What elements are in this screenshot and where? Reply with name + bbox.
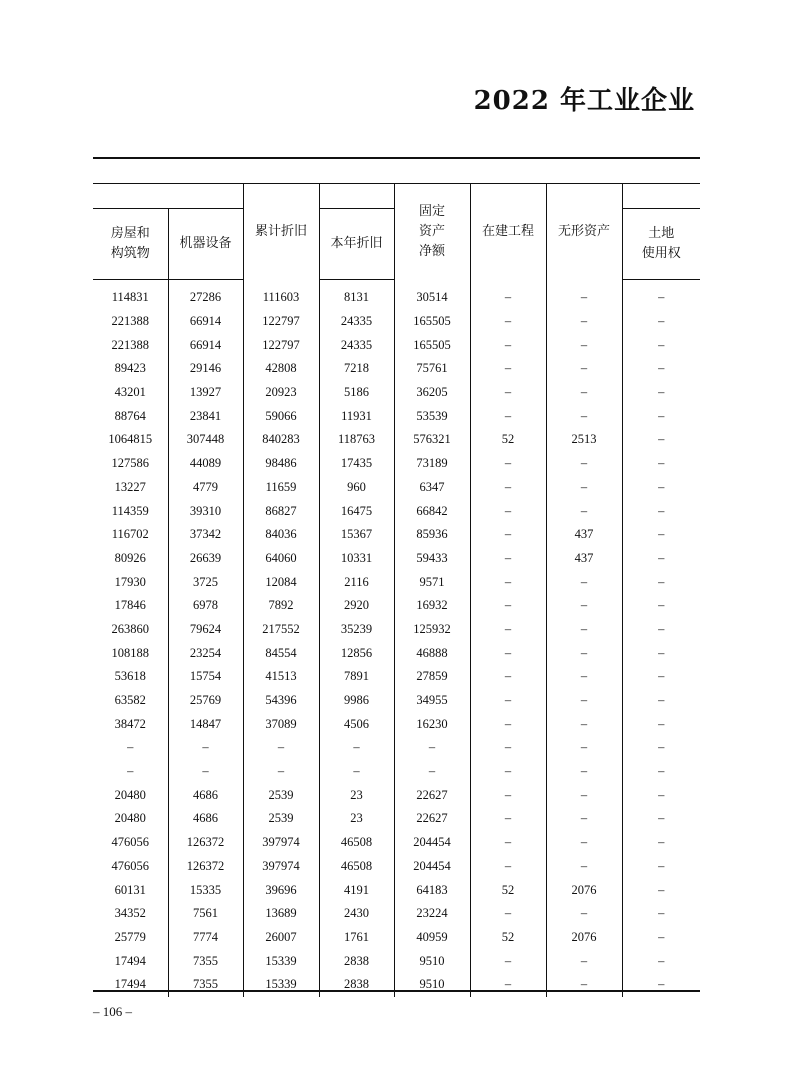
table-cell: – <box>658 479 665 494</box>
table-cell: 1761 <box>319 926 394 950</box>
header-construction-in-progress <box>470 184 546 280</box>
table-cell: 17930 <box>93 570 168 594</box>
table-row <box>93 736 700 760</box>
table-cell: – <box>470 712 546 736</box>
table-row <box>93 333 700 357</box>
table-row <box>93 618 700 642</box>
table-row <box>93 641 700 665</box>
table-cell: – <box>658 574 665 589</box>
table-cell: 98486 <box>243 452 319 476</box>
table-cell: 64060 <box>243 547 319 571</box>
table-cell: 6978 <box>168 594 243 618</box>
table-cell: 59433 <box>394 547 470 571</box>
table-cell: 17494 <box>93 973 168 997</box>
table-cell: 125932 <box>394 618 470 642</box>
table-cell: 2430 <box>319 902 394 926</box>
table-cell: – <box>470 641 546 665</box>
table-cell: 122797 <box>243 333 319 357</box>
table-cell: – <box>546 570 622 594</box>
table-row <box>93 760 700 784</box>
table-cell: – <box>470 499 546 523</box>
table-cell: 15335 <box>168 878 243 902</box>
table-cell: 75761 <box>394 357 470 381</box>
table-cell: 24335 <box>319 310 394 334</box>
table-cell: – <box>168 736 243 760</box>
table-cell: – <box>470 760 546 784</box>
page-title: 2022 年工业企业 <box>473 86 695 116</box>
table-cell: – <box>658 456 665 471</box>
table-cell: 16932 <box>394 594 470 618</box>
table-cell: 14847 <box>168 712 243 736</box>
table-cell: 263860 <box>93 618 168 642</box>
table-cell: – <box>93 760 168 784</box>
table-row <box>93 381 700 405</box>
table-cell: – <box>546 476 622 500</box>
table-row <box>93 547 700 571</box>
table-cell: – <box>658 764 665 779</box>
table-cell: – <box>546 618 622 642</box>
table-cell: – <box>546 310 622 334</box>
table-cell: – <box>658 858 665 873</box>
table-cell: 217552 <box>243 618 319 642</box>
table-cell: – <box>658 740 665 755</box>
header-group-row <box>93 184 700 209</box>
table-cell: 2116 <box>319 570 394 594</box>
table-row <box>93 476 700 500</box>
table-cell: 476056 <box>93 831 168 855</box>
table-cell: 37342 <box>168 523 243 547</box>
table-row <box>93 594 700 618</box>
table-cell: – <box>658 835 665 850</box>
table-cell: 11659 <box>243 476 319 500</box>
table-cell: 17846 <box>93 594 168 618</box>
header-label: 在建工程 <box>481 223 534 239</box>
header-current-year-depreciation <box>319 209 394 280</box>
table-cell: 30514 <box>394 280 470 310</box>
header-label: 房屋和 构筑物 <box>110 226 150 261</box>
table-cell: – <box>658 408 665 423</box>
table-row <box>93 404 700 428</box>
table-cell: 397974 <box>243 831 319 855</box>
table-cell: 307448 <box>168 428 243 452</box>
table-cell: – <box>658 977 665 992</box>
table-cell: – <box>470 689 546 713</box>
table-cell: 15754 <box>168 665 243 689</box>
table-cell: – <box>470 783 546 807</box>
table-cell: – <box>243 760 319 784</box>
table-cell: 22627 <box>394 783 470 807</box>
table-row <box>93 280 700 310</box>
table-cell: – <box>546 594 622 618</box>
header-group-intangible <box>622 184 700 209</box>
table-cell: 10331 <box>319 547 394 571</box>
table-cell: – <box>658 953 665 968</box>
table-cell: 126372 <box>168 831 243 855</box>
table-cell: – <box>546 712 622 736</box>
table-cell: 53618 <box>93 665 168 689</box>
table-cell: 23841 <box>168 404 243 428</box>
table-cell: 111603 <box>243 280 319 310</box>
table-cell: – <box>470 594 546 618</box>
table-cell: – <box>470 831 546 855</box>
table-cell: – <box>470 949 546 973</box>
table-cell: 9510 <box>394 973 470 997</box>
table-cell: 7561 <box>168 902 243 926</box>
table-cell: 7218 <box>319 357 394 381</box>
table-cell: – <box>546 973 622 997</box>
table-row <box>93 973 700 997</box>
table-cell: – <box>658 645 665 660</box>
header-label: 无形资产 <box>557 223 610 239</box>
table-row <box>93 712 700 736</box>
data-table <box>93 183 700 997</box>
table-cell: 118763 <box>319 428 394 452</box>
table-cell: 66842 <box>394 499 470 523</box>
table-cell: 29146 <box>168 357 243 381</box>
table-cell: 52 <box>470 878 546 902</box>
table-cell: – <box>470 736 546 760</box>
table-cell: 1064815 <box>93 428 168 452</box>
header-label: 固定 资产 净额 <box>418 203 445 259</box>
table-cell: 476056 <box>93 855 168 879</box>
table-cell: – <box>319 760 394 784</box>
table-cell: 20480 <box>93 783 168 807</box>
table-cell: 221388 <box>93 310 168 334</box>
table-cell: 6347 <box>394 476 470 500</box>
table-row <box>93 452 700 476</box>
header-group-depreciation <box>319 184 394 209</box>
table-cell: – <box>470 523 546 547</box>
table-cell: 13689 <box>243 902 319 926</box>
table-cell: 13227 <box>93 476 168 500</box>
table-row <box>93 807 700 831</box>
table-cell: 53539 <box>394 404 470 428</box>
table-cell: – <box>658 385 665 400</box>
page-number: – 106 – <box>93 1004 132 1019</box>
table-row <box>93 831 700 855</box>
table-cell: 2838 <box>319 949 394 973</box>
table-cell: 22627 <box>394 807 470 831</box>
table-cell: 23224 <box>394 902 470 926</box>
table-cell: – <box>470 902 546 926</box>
table-cell: 3725 <box>168 570 243 594</box>
table-cell: 39696 <box>243 878 319 902</box>
table-cell: – <box>546 641 622 665</box>
table-cell: 25769 <box>168 689 243 713</box>
table-cell: – <box>168 760 243 784</box>
table-cell: – <box>658 906 665 921</box>
table-cell: 84554 <box>243 641 319 665</box>
table-cell: 26639 <box>168 547 243 571</box>
table-cell: – <box>546 736 622 760</box>
table-cell: 34352 <box>93 902 168 926</box>
table-cell: 11931 <box>319 404 394 428</box>
data-table-wrapper <box>93 183 700 997</box>
header-label: 机器设备 <box>179 236 232 251</box>
header-label: 土地 使用权 <box>641 226 681 261</box>
table-cell: – <box>658 882 665 897</box>
table-cell: 7892 <box>243 594 319 618</box>
table-row <box>93 783 700 807</box>
table-cell: 2076 <box>546 926 622 950</box>
table-cell: 46508 <box>319 831 394 855</box>
table-cell: 35239 <box>319 618 394 642</box>
table-cell: 114359 <box>93 499 168 523</box>
table-cell: 9510 <box>394 949 470 973</box>
table-cell: – <box>658 598 665 613</box>
table-cell: 122797 <box>243 310 319 334</box>
table-cell: 5186 <box>319 381 394 405</box>
table-cell: 840283 <box>243 428 319 452</box>
table-cell: 221388 <box>93 333 168 357</box>
table-cell: 63582 <box>93 689 168 713</box>
table-row <box>93 949 700 973</box>
table-cell: 15339 <box>243 949 319 973</box>
top-rule <box>93 157 700 159</box>
table-cell: – <box>658 811 665 826</box>
table-cell: 66914 <box>168 333 243 357</box>
table-cell: 16230 <box>394 712 470 736</box>
table-cell: 86827 <box>243 499 319 523</box>
header-buildings <box>93 209 168 280</box>
table-cell: – <box>93 736 168 760</box>
table-cell: 42808 <box>243 357 319 381</box>
table-cell: – <box>470 310 546 334</box>
table-cell: 4191 <box>319 878 394 902</box>
table-cell: 2513 <box>546 428 622 452</box>
table-cell: 40959 <box>394 926 470 950</box>
table-cell: – <box>546 357 622 381</box>
table-cell: – <box>546 831 622 855</box>
table-cell: 27286 <box>168 280 243 310</box>
table-cell: – <box>658 314 665 329</box>
table-cell: 54396 <box>243 689 319 713</box>
table-cell: 79624 <box>168 618 243 642</box>
header-accumulated-depreciation <box>243 184 319 280</box>
table-row <box>93 499 700 523</box>
table-cell: – <box>394 736 470 760</box>
table-cell: 576321 <box>394 428 470 452</box>
table-cell: 23254 <box>168 641 243 665</box>
table-cell: 165505 <box>394 333 470 357</box>
table-cell: 17435 <box>319 452 394 476</box>
table-cell: 34955 <box>394 689 470 713</box>
table-cell: 89423 <box>93 357 168 381</box>
table-row <box>93 570 700 594</box>
table-row <box>93 428 700 452</box>
table-cell: – <box>470 618 546 642</box>
table-cell: – <box>470 973 546 997</box>
header-land-use-rights <box>622 209 700 280</box>
table-cell: – <box>658 503 665 518</box>
table-cell: 46888 <box>394 641 470 665</box>
table-cell: 23 <box>319 807 394 831</box>
table-cell: – <box>546 499 622 523</box>
table-cell: – <box>546 381 622 405</box>
table-cell: – <box>658 787 665 802</box>
table-cell: 2539 <box>243 783 319 807</box>
table-cell: 26007 <box>243 926 319 950</box>
table-cell: 7355 <box>168 949 243 973</box>
table-cell: – <box>470 547 546 571</box>
table-cell: 13927 <box>168 381 243 405</box>
table-cell: – <box>546 760 622 784</box>
table-row <box>93 855 700 879</box>
table-cell: 165505 <box>394 310 470 334</box>
table-cell: 2920 <box>319 594 394 618</box>
table-row <box>93 902 700 926</box>
table-cell: – <box>470 333 546 357</box>
header-label: 本年折旧 <box>330 236 383 251</box>
table-cell: – <box>394 760 470 784</box>
table-cell: – <box>546 404 622 428</box>
table-cell: 7774 <box>168 926 243 950</box>
table-cell: – <box>470 452 546 476</box>
table-cell: – <box>658 693 665 708</box>
table-cell: 108188 <box>93 641 168 665</box>
table-cell: 4506 <box>319 712 394 736</box>
table-cell: 4686 <box>168 807 243 831</box>
table-cell: 52 <box>470 428 546 452</box>
table-row <box>93 357 700 381</box>
table-cell: – <box>658 361 665 376</box>
table-cell: – <box>470 807 546 831</box>
table-cell: 20923 <box>243 381 319 405</box>
table-cell: 46508 <box>319 855 394 879</box>
table-cell: 15339 <box>243 973 319 997</box>
table-body <box>93 280 700 997</box>
table-cell: 80926 <box>93 547 168 571</box>
table-cell: – <box>658 432 665 447</box>
table-cell: 85936 <box>394 523 470 547</box>
table-cell: 12084 <box>243 570 319 594</box>
table-cell: 36205 <box>394 381 470 405</box>
table-cell: – <box>546 783 622 807</box>
table-row <box>93 878 700 902</box>
table-cell: 43201 <box>93 381 168 405</box>
table-cell: – <box>470 855 546 879</box>
table-cell: 88764 <box>93 404 168 428</box>
table-cell: – <box>470 570 546 594</box>
table-cell: – <box>470 357 546 381</box>
table-cell: 44089 <box>168 452 243 476</box>
table-cell: 17494 <box>93 949 168 973</box>
table-cell: 7891 <box>319 665 394 689</box>
table-cell: – <box>470 381 546 405</box>
table-cell: 126372 <box>168 855 243 879</box>
table-cell: – <box>546 855 622 879</box>
table-cell: 8131 <box>319 280 394 310</box>
table-cell: – <box>658 290 665 305</box>
table-cell: 66914 <box>168 310 243 334</box>
table-cell: – <box>546 333 622 357</box>
table-cell: 60131 <box>93 878 168 902</box>
table-cell: – <box>546 689 622 713</box>
table-cell: 24335 <box>319 333 394 357</box>
table-cell: 52 <box>470 926 546 950</box>
header-machinery <box>168 209 243 280</box>
table-cell: 25779 <box>93 926 168 950</box>
table-row <box>93 523 700 547</box>
table-cell: – <box>470 476 546 500</box>
table-cell: 127586 <box>93 452 168 476</box>
table-row <box>93 665 700 689</box>
table-cell: 39310 <box>168 499 243 523</box>
table-cell: 116702 <box>93 523 168 547</box>
table-cell: – <box>658 550 665 565</box>
table-cell: 37089 <box>243 712 319 736</box>
table-cell: 16475 <box>319 499 394 523</box>
table-cell: 9986 <box>319 689 394 713</box>
table-cell: – <box>546 902 622 926</box>
bottom-rule <box>93 990 700 992</box>
table-cell: 41513 <box>243 665 319 689</box>
table-cell: 2539 <box>243 807 319 831</box>
header-label: 累计折旧 <box>254 223 307 239</box>
table-cell: 4779 <box>168 476 243 500</box>
table-cell: 73189 <box>394 452 470 476</box>
table-cell: 38472 <box>93 712 168 736</box>
table-cell: – <box>658 716 665 731</box>
header-intangible-assets <box>546 184 622 280</box>
table-cell: – <box>319 736 394 760</box>
table-cell: 20480 <box>93 807 168 831</box>
table-cell: 960 <box>319 476 394 500</box>
table-cell: 23 <box>319 783 394 807</box>
table-cell: – <box>546 807 622 831</box>
table-cell: – <box>658 669 665 684</box>
header-fixed-assets-net <box>394 184 470 280</box>
table-cell: 114831 <box>93 280 168 310</box>
table-cell: – <box>470 404 546 428</box>
table-cell: 204454 <box>394 831 470 855</box>
table-cell: 27859 <box>394 665 470 689</box>
table-cell: – <box>546 665 622 689</box>
table-row <box>93 689 700 713</box>
table-cell: – <box>546 452 622 476</box>
table-cell: – <box>470 665 546 689</box>
table-cell: 2838 <box>319 973 394 997</box>
table-cell: – <box>658 337 665 352</box>
table-cell: 84036 <box>243 523 319 547</box>
table-cell: 437 <box>546 547 622 571</box>
table-cell: 59066 <box>243 404 319 428</box>
table-cell: – <box>546 280 622 310</box>
header-group-original-value <box>93 184 243 209</box>
table-cell: – <box>658 621 665 636</box>
table-cell: 4686 <box>168 783 243 807</box>
table-cell: – <box>470 280 546 310</box>
table-cell: 437 <box>546 523 622 547</box>
table-cell: – <box>546 949 622 973</box>
table-cell: 397974 <box>243 855 319 879</box>
table-cell: – <box>658 527 665 542</box>
table-row <box>93 926 700 950</box>
table-cell: 9571 <box>394 570 470 594</box>
table-cell: 2076 <box>546 878 622 902</box>
table-cell: 64183 <box>394 878 470 902</box>
table-cell: – <box>658 929 665 944</box>
table-cell: – <box>243 736 319 760</box>
table-cell: 7355 <box>168 973 243 997</box>
table-cell: 15367 <box>319 523 394 547</box>
table-cell: 12856 <box>319 641 394 665</box>
table-cell: 204454 <box>394 855 470 879</box>
table-row <box>93 310 700 334</box>
